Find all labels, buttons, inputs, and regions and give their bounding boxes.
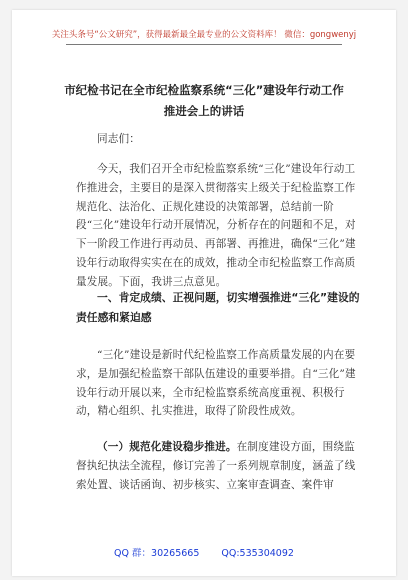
footer-qq-number: QQ:535304092 xyxy=(221,548,294,559)
footer-contact xyxy=(12,545,396,559)
sub-heading-1: （一）规范化建设稳步推进。 xyxy=(97,441,237,453)
paragraph-2-text: “三化”建设是新时代纪检监察工作高质量发展的内在要求，是加强纪检监察干部队伍建设的重要举措。自“三化”建设年行动开展以来，全市纪检监察系统高度重视、积极行动，精心组织、扎实推进，取得了阶段性成效。 xyxy=(76,349,356,418)
paragraph-3-text: 在制度建设方面，围绕监督执纪执法全流程，修订完善了一系列规章制度，涵盖了线索处置、谈话函询、初步核实、立案审查调查、案件审 xyxy=(76,441,356,491)
paragraph-1 xyxy=(76,160,358,292)
title-line-1: 市纪检书记在全市纪检监察系统“三化”建设年行动工作 xyxy=(64,83,344,97)
section-heading-1: 一、肯定成绩、正视问题，切实增强推进“三化”建设的责任感和紧迫感 xyxy=(76,291,360,324)
paragraph-3 xyxy=(76,438,358,494)
paragraph-2 xyxy=(76,346,358,421)
title-line-2: 推进会上的讲话 xyxy=(163,104,245,118)
salutation-text: 同志们： xyxy=(97,133,140,145)
salutation xyxy=(76,130,358,149)
paragraph-1-text: 今天，我们召开全市纪检监察系统“三化”建设年行动工作推进会，主要目的是深入贯彻落实上级关于纪检监察工作规范化、法治化、正规化建设的决策部署，总结前一阶段“三化”建设年行动开展情况，分析存在的问题和不足，对下一阶段工作进行再动员、再部署、再推进，确保“三化”建设年行动取得实实在在的成效，推动全市纪检监察工作高质量发展。下面，我讲三点意见。 xyxy=(76,163,356,288)
document-title xyxy=(52,80,356,122)
document-page xyxy=(12,10,396,576)
footer-qq-group: QQ 群：30265665 xyxy=(114,548,200,559)
header-divider xyxy=(66,44,342,45)
header-banner: 关注头条号“公文研究”，获得最新最全最专业的公文资料库！ 微信：gongwenyj xyxy=(51,30,357,40)
